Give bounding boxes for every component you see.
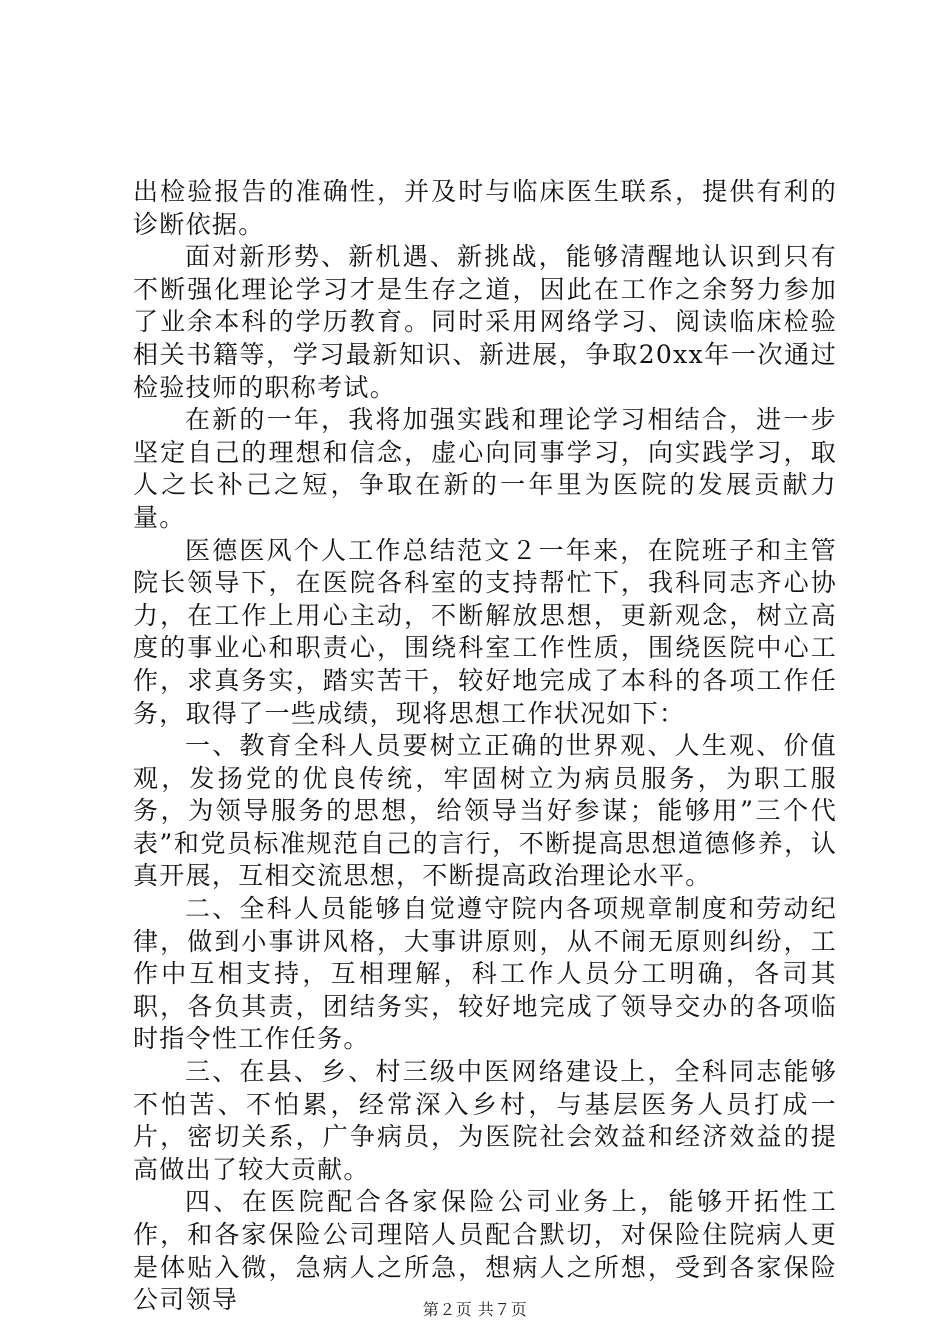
paragraph-continuation: 出检验报告的准确性，并及时与临床医生联系，提供有利的诊断依据。 [133,177,837,239]
paragraph-point-two: 二、全科人员能够自觉遵守院内各项规章制度和劳动纪律，做到小事讲风格，大事讲原则，从不闹无原则纠纷，工作中互相支持，互相理解，科工作人员分工明确，各司其职，各负其责，团结务实，较好地完成了领导交办的各项临时指令性工作任务。 [133,894,837,1054]
document-body [133,176,837,1317]
paragraph-point-three: 三、在县、乡、村三级中医网络建设上，全科同志能够不怕苦、不怕累，经常深入乡村，与基层医务人员打成一片，密切关系，广争病员，为医院社会效益和经济效益的提高做出了较大贡献。 [133,1057,837,1184]
page-number-footer: 第２页 共７页 [422,1300,528,1319]
paragraph-point-four: 四、在医院配合各家保险公司业务上，能够开拓性工作，和各家保险公司理陪人员配合默切，对保险住院病人更是体贴入微，急病人之所急，想病人之所想，受到各家保险公司领导 [133,1187,837,1315]
paragraph-point-one: 一、教育全科人员要树立正确的世界观、人生观、价值观，发扬党的优良传统，牢固树立为病员服务，为职工服务，为领导服务的思想，给领导当好参谋；能够用”三个代表”和党员标准规范自己的言行，不断提高思想道德修养，认真开展，互相交流思想，不断提高政治理论水平。 [133,731,837,891]
paragraph-summary-intro: 医德医风个人工作总结范文２一年来，在院班子和主管院长领导下，在医院各科室的支持帮忙下，我科同志齐心协力，在工作上用心主动，不断解放思想，更新观念，树立高度的事业心和职责心，围绕科室工作性质，围绕医院中心工作，求真务实，踏实苦干，较好地完成了本科的各项工作任务，取得了一些成绩，现将思想工作状况如下： [133,535,837,728]
paragraph-new-year: 在新的一年，我将加强实践和理论学习相结合，进一步坚定自己的理想和信念，虚心向同事学习，向实践学习，取人之长补己之短，争取在新的一年里为医院的发展贡献力量。 [133,405,837,532]
paragraph-study: 面对新形势、新机遇、新挑战，能够清醒地认识到只有不断强化理论学习才是生存之道，因此在工作之余努力参加了业余本科的学历教育。同时采用网络学习、阅读临床检验相关书籍等，学习最新知识、新进展，争取20xx年一次通过检验技师的职称考试。 [133,242,837,402]
